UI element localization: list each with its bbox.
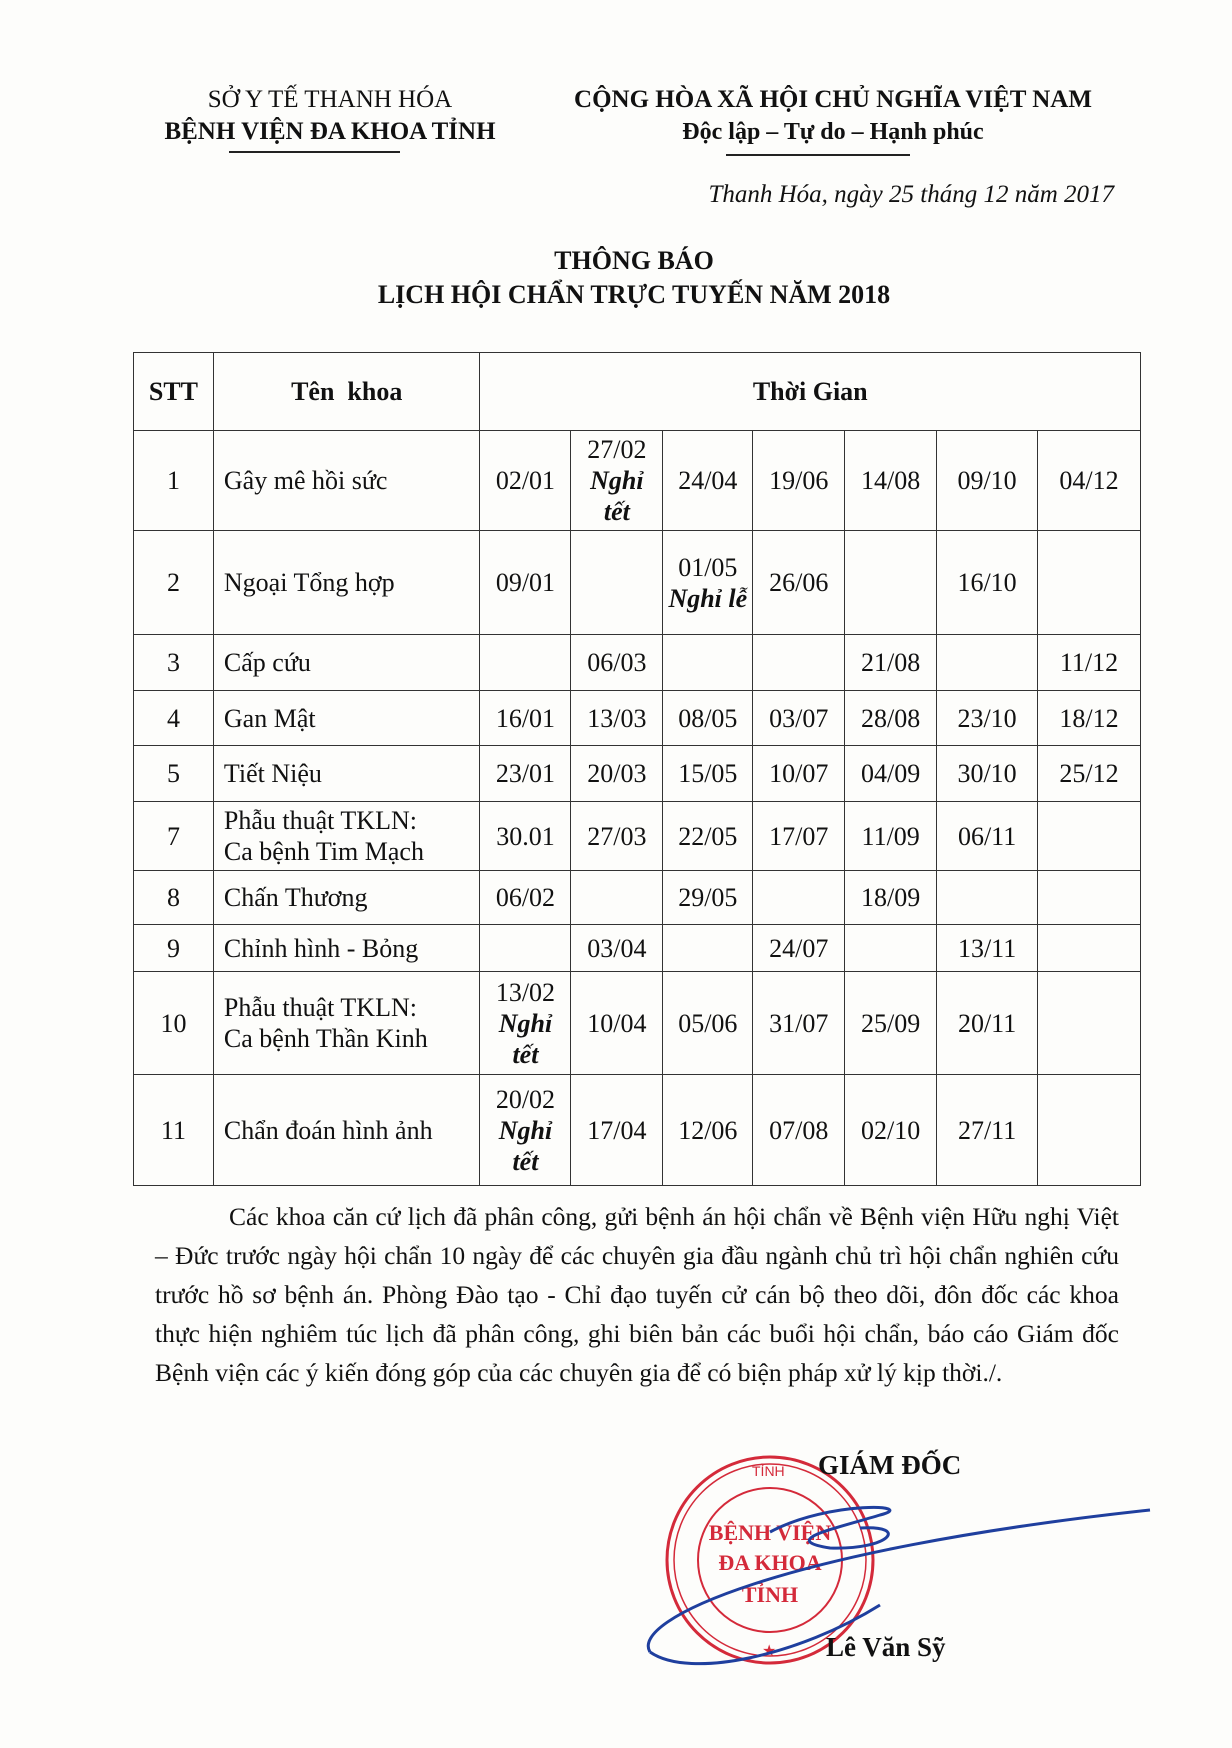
header-stt: STT — [134, 353, 214, 431]
date-cell — [845, 871, 937, 925]
date-value: 20/02 — [495, 1084, 556, 1114]
table-row — [134, 746, 1141, 802]
date-value: 13/03 — [587, 703, 647, 733]
date-cell — [571, 635, 663, 691]
date-value: 02/01 — [495, 466, 556, 495]
date-cell — [1038, 431, 1141, 531]
row-department — [213, 925, 480, 972]
date-cell — [753, 431, 845, 531]
date-value: 18/12 — [1059, 703, 1119, 733]
row-department — [213, 746, 480, 802]
date-value: 20/03 — [587, 759, 647, 788]
date-cell — [1038, 972, 1141, 1075]
date-value: 16/01 — [495, 703, 556, 733]
date-value: 17/07 — [769, 821, 829, 851]
date-value: 22/05 — [678, 821, 738, 851]
table-row — [134, 871, 1141, 925]
schedule-table — [133, 352, 1141, 1186]
date-cell — [480, 972, 571, 1075]
date-cell — [937, 1075, 1038, 1186]
table-row — [134, 635, 1141, 691]
department-line: Gan Mật — [223, 703, 316, 733]
date-cell — [753, 691, 845, 746]
row-stt: 3 — [134, 635, 214, 691]
date-cell — [571, 531, 663, 635]
row-department — [213, 871, 480, 925]
date-value: 18/09 — [861, 883, 921, 912]
row-department — [213, 802, 480, 871]
date-cell — [937, 871, 1038, 925]
date-value: 13/11 — [957, 933, 1017, 963]
date-cell — [480, 431, 571, 531]
date-cell — [845, 635, 937, 691]
department-line: Gây mê hồi sức — [223, 466, 388, 495]
date-value: 10/07 — [769, 759, 829, 788]
date-value: 06/02 — [495, 883, 556, 912]
date-cell — [480, 746, 571, 802]
date-cell — [480, 531, 571, 635]
date-cell — [571, 925, 663, 972]
svg-text:BỆNH VIỆN: BỆNH VIỆN — [708, 1520, 832, 1545]
date-value: 27/02 — [587, 435, 647, 464]
date-value: 09/01 — [495, 568, 556, 597]
body-text: Các khoa căn cứ lịch đã phân công, gửi bệnh án hội chẩn về Bệnh viện Hữu nghị Việt – Đức trước ngày hội chẩn 10 ngày để các chuyên gia đầu ngành chủ trì hội chẩn nghiên cứu trước hồ sơ bệnh án. Phòng Đào tạo - Chỉ đạo tuyến cử cán bộ theo dõi, đôn đốc các khoa thực hiện nghiêm túc lịch đã phân công, ghi biên bản các buổi hội chẩn, báo cáo Giám đốc Bệnh viện các ý kiến đóng góp của các chuyên gia để có biện pháp xử lý kịp thời./. — [155, 1202, 1119, 1387]
date-cell — [663, 925, 753, 972]
svg-text:★: ★ — [762, 1643, 777, 1660]
date-cell — [845, 972, 937, 1075]
date-cell — [663, 1075, 753, 1186]
svg-text:ĐA KHOA: ĐA KHOA — [718, 1550, 822, 1575]
date-value: 30.01 — [496, 821, 555, 851]
date-cell — [753, 802, 845, 871]
doc-title: THÔNG BÁO — [554, 246, 714, 275]
date-cell — [753, 635, 845, 691]
date-cell — [663, 746, 753, 802]
holiday-note: Nghỉ tết — [498, 1115, 553, 1176]
date-value: 30/10 — [957, 759, 1017, 788]
date-value: 27/03 — [587, 821, 647, 851]
date-cell — [937, 925, 1038, 972]
department-line: Tiết Niệu — [223, 759, 322, 788]
date-cell — [663, 871, 753, 925]
row-stt: 10 — [134, 972, 214, 1075]
table-header-row — [134, 353, 1141, 431]
date-cell — [845, 431, 937, 531]
date-cell — [753, 871, 845, 925]
date-cell — [663, 802, 753, 871]
date-value: 02/10 — [861, 1115, 921, 1145]
date-cell — [845, 1075, 937, 1186]
national-slogan: Độc lập – Tự do – Hạnh phúc — [682, 119, 984, 145]
date-value: 17/04 — [587, 1115, 647, 1145]
national-motto: CỘNG HÒA XÃ HỘI CHỦ NGHĨA VIỆT NAM — [574, 86, 1092, 113]
holiday-note: Nghỉ lễ — [668, 583, 748, 613]
date-cell — [480, 691, 571, 746]
date-cell — [753, 1075, 845, 1186]
holiday-note: Nghỉ tết — [498, 1008, 553, 1069]
department-line: Phẫu thuật TKLN: — [223, 806, 417, 835]
svg-text:TỈNH: TỈNH — [752, 1463, 785, 1479]
date-cell — [1038, 802, 1141, 871]
date-cell — [937, 746, 1038, 802]
row-stt: 1 — [134, 431, 214, 531]
date-value: 26/06 — [769, 568, 829, 597]
hospital-name: BỆNH VIỆN ĐA KHOA TỈNH — [164, 118, 496, 145]
date-value: 19/06 — [769, 466, 829, 495]
date-line: Thanh Hóa, ngày 25 tháng 12 năm 2017 — [708, 181, 1114, 208]
date-value: 01/05 — [678, 552, 738, 582]
date-cell — [663, 431, 753, 531]
department-line: Ca bệnh Thần Kinh — [223, 1024, 428, 1053]
date-cell — [845, 925, 937, 972]
date-cell — [571, 802, 663, 871]
date-cell — [480, 871, 571, 925]
date-value: 20/11 — [957, 1008, 1017, 1038]
date-value: 06/11 — [957, 821, 1017, 851]
date-cell — [937, 691, 1038, 746]
row-stt: 8 — [134, 871, 214, 925]
date-cell — [845, 531, 937, 635]
header-department: Tên khoa — [213, 353, 480, 431]
date-value: 13/02 — [495, 977, 556, 1007]
date-cell — [753, 925, 845, 972]
department-line: Chỉnh hình - Bỏng — [223, 933, 419, 963]
date-value: 12/06 — [678, 1115, 738, 1145]
table-row — [134, 531, 1141, 635]
date-cell — [571, 691, 663, 746]
table-row — [134, 925, 1141, 972]
row-stt: 4 — [134, 691, 214, 746]
date-cell — [937, 635, 1038, 691]
date-cell — [1038, 746, 1141, 802]
row-stt: 7 — [134, 802, 214, 871]
holiday-note: Nghỉ tết — [590, 466, 644, 526]
signatory-title: GIÁM ĐỐC — [818, 1450, 962, 1480]
date-value: 14/08 — [861, 466, 921, 495]
date-value: 03/04 — [587, 933, 647, 963]
date-value: 08/05 — [678, 703, 738, 733]
date-cell — [937, 972, 1038, 1075]
date-cell — [1038, 691, 1141, 746]
date-value: 16/10 — [957, 568, 1017, 597]
table-row — [134, 691, 1141, 746]
date-cell — [937, 802, 1038, 871]
date-value: 23/10 — [957, 703, 1017, 733]
department-line: Chấn Thương — [223, 883, 368, 912]
date-cell — [845, 802, 937, 871]
date-value: 15/05 — [678, 759, 738, 788]
date-cell — [1038, 531, 1141, 635]
left-header-rule — [229, 151, 400, 153]
date-cell — [937, 431, 1038, 531]
row-department — [213, 635, 480, 691]
date-value: 24/04 — [678, 466, 738, 495]
department-line: Phẫu thuật TKLN: — [223, 993, 417, 1022]
table-row — [134, 802, 1141, 871]
row-stt: 11 — [134, 1075, 214, 1186]
agency-name: SỞ Y TẾ THANH HÓA — [207, 86, 453, 113]
date-value: 28/08 — [861, 703, 921, 733]
date-cell — [753, 746, 845, 802]
date-cell — [663, 531, 753, 635]
date-value: 21/08 — [861, 648, 921, 677]
date-cell — [480, 802, 571, 871]
date-cell — [571, 1075, 663, 1186]
date-cell — [480, 925, 571, 972]
row-department — [213, 1075, 480, 1186]
date-cell — [571, 871, 663, 925]
date-value: 04/09 — [861, 759, 921, 788]
department-line: Chẩn đoán hình ảnh — [223, 1115, 433, 1145]
date-value: 11/09 — [861, 821, 920, 851]
date-value: 10/04 — [587, 1008, 647, 1038]
date-cell — [753, 531, 845, 635]
date-cell — [571, 431, 663, 531]
svg-text:TỈNH: TỈNH — [741, 1582, 799, 1607]
row-department — [213, 531, 480, 635]
date-value: 07/08 — [769, 1115, 829, 1145]
header-time: Thời Gian — [480, 353, 1141, 431]
date-cell — [753, 972, 845, 1075]
table-row — [134, 1075, 1141, 1186]
row-stt: 2 — [134, 531, 214, 635]
row-department — [213, 431, 480, 531]
date-value: 27/11 — [957, 1115, 1017, 1145]
date-value: 05/06 — [678, 1008, 738, 1038]
date-cell — [663, 635, 753, 691]
row-stt: 5 — [134, 746, 214, 802]
date-cell — [480, 1075, 571, 1186]
date-value: 29/05 — [678, 883, 738, 912]
date-cell — [663, 972, 753, 1075]
date-cell — [937, 531, 1038, 635]
date-cell — [1038, 635, 1141, 691]
table-row — [134, 431, 1141, 531]
date-cell — [663, 691, 753, 746]
date-cell — [1038, 1075, 1141, 1186]
date-value: 23/01 — [495, 759, 556, 788]
date-value: 31/07 — [769, 1008, 829, 1038]
row-department — [213, 972, 480, 1075]
right-header-rule — [726, 154, 910, 156]
date-value: 25/09 — [861, 1008, 921, 1038]
date-value: 03/07 — [769, 703, 829, 733]
date-cell — [845, 691, 937, 746]
date-cell — [845, 746, 937, 802]
date-cell — [1038, 925, 1141, 972]
date-cell — [571, 972, 663, 1075]
row-department — [213, 691, 480, 746]
date-value: 11/12 — [1059, 648, 1119, 677]
date-value: 04/12 — [1059, 466, 1119, 495]
date-cell — [571, 746, 663, 802]
date-value: 25/12 — [1059, 759, 1119, 788]
body-paragraph — [155, 1197, 1119, 1392]
date-value: 06/03 — [587, 648, 647, 677]
table-row — [134, 972, 1141, 1075]
department-line: Ngoại Tổng hợp — [223, 568, 395, 597]
date-value: 24/07 — [769, 933, 829, 963]
date-cell — [480, 635, 571, 691]
department-line: Ca bệnh Tim Mạch — [223, 837, 424, 866]
row-stt: 9 — [134, 925, 214, 972]
doc-subtitle: LỊCH HỘI CHẨN TRỰC TUYẾN NĂM 2018 — [377, 280, 891, 309]
department-line: Cấp cứu — [223, 648, 311, 677]
signatory-name: Lê Văn Sỹ — [826, 1632, 946, 1662]
date-value: 09/10 — [957, 466, 1017, 495]
date-cell — [1038, 871, 1141, 925]
